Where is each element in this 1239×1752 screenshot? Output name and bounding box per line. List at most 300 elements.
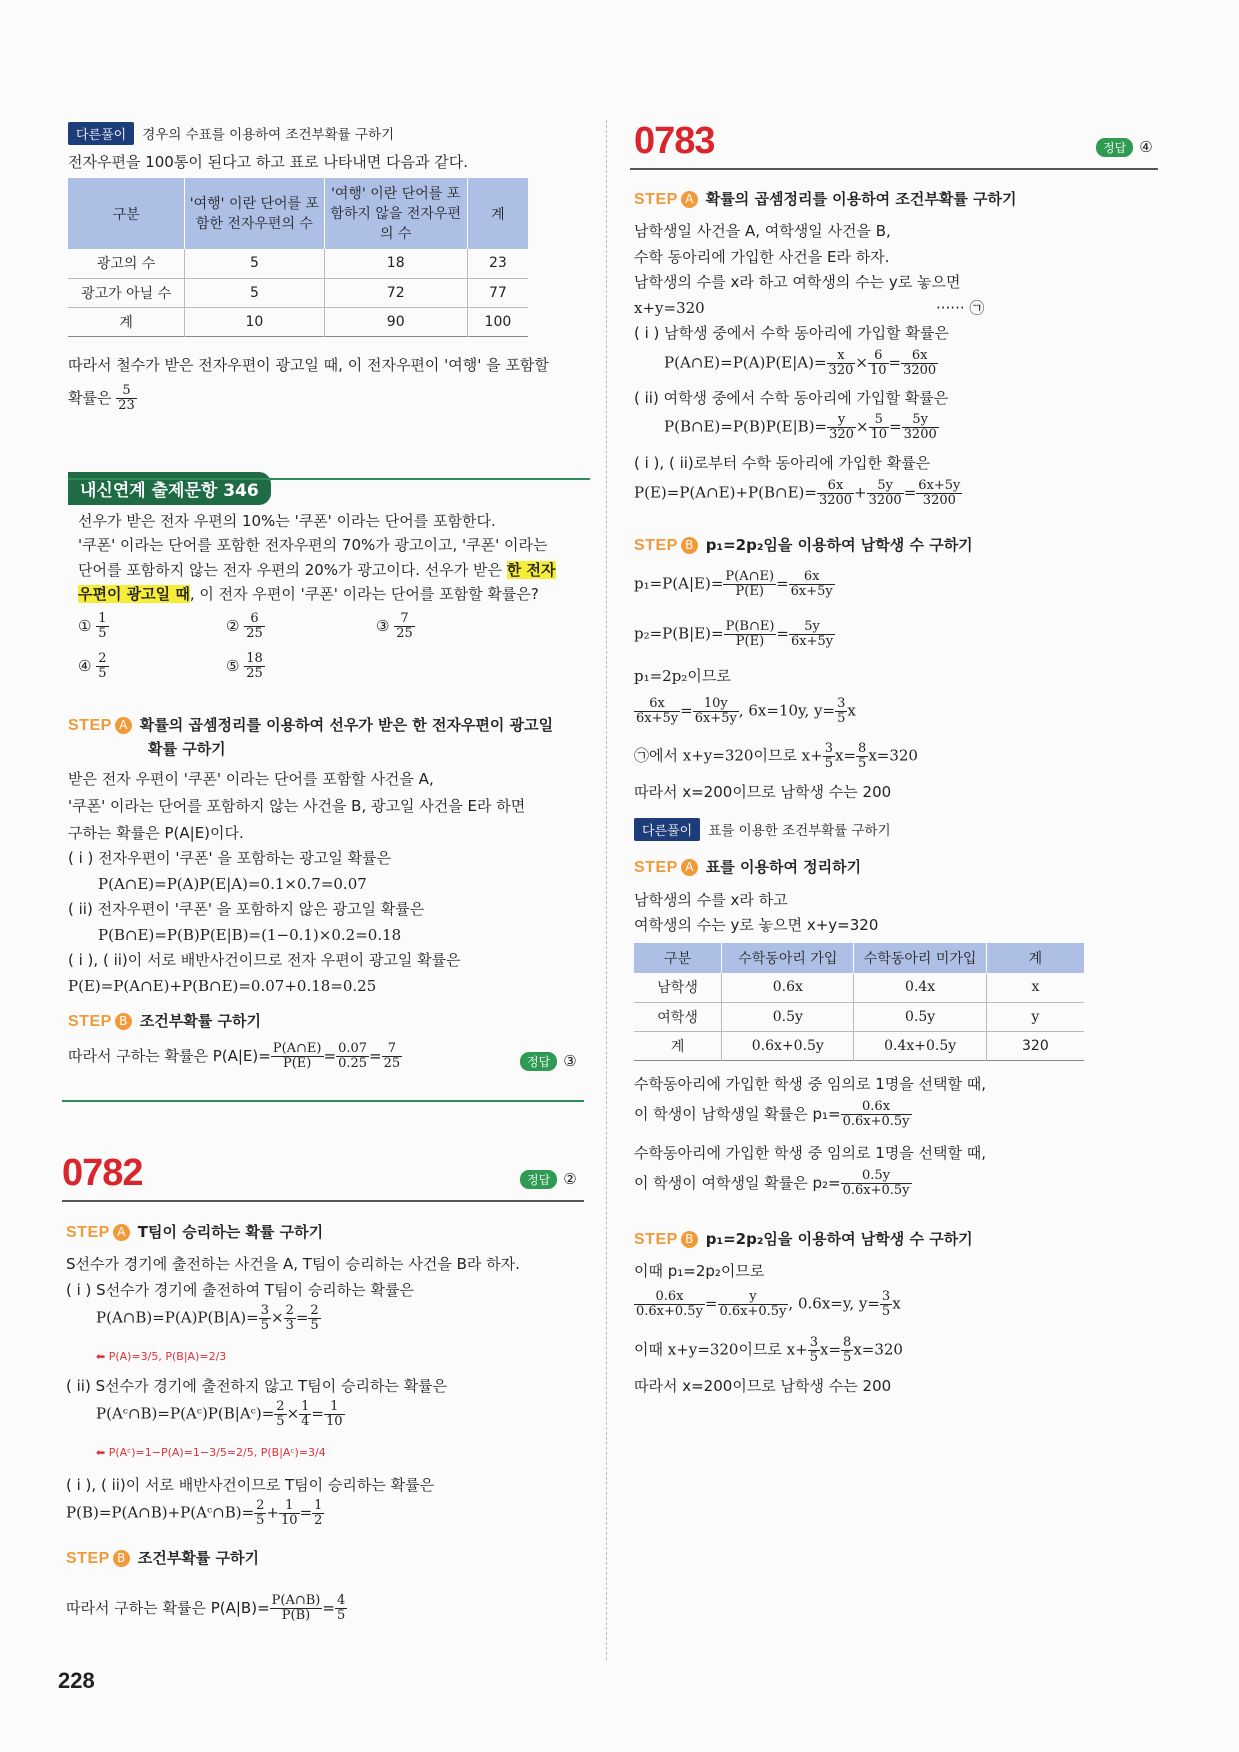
- numerator: 0.6x: [841, 1100, 912, 1115]
- equation-prefix: P(A∩E)=P(A)P(E|A)=: [664, 353, 827, 372]
- nesin-top-rule: [68, 478, 590, 480]
- choice-4: [78, 652, 109, 681]
- numerator: x: [827, 349, 856, 364]
- equation-prefix: p₁=P(A|E)=: [634, 574, 724, 593]
- denominator: 25: [396, 626, 413, 641]
- fraction: [724, 620, 777, 649]
- equation: [634, 1100, 912, 1129]
- denominator: 23: [118, 398, 135, 413]
- highlight: 우편이 광고일 때: [78, 585, 190, 603]
- answer-badge: 정답: [520, 1052, 557, 1071]
- alt-conclusion-2: [68, 384, 137, 413]
- denominator: 25: [246, 626, 263, 641]
- nesin-line-1: 선우가 받은 전자 우편의 10%는 '쿠폰' 이라는 단어를 포함한다.: [78, 512, 496, 530]
- table-cell: 320: [1022, 1037, 1049, 1054]
- text-line: ( i ) 전자우편이 '쿠폰' 을 포함하는 광고일 확률은: [68, 849, 392, 867]
- table-header-cell: '여행' 이란 단어를 포함하지 않을 전자우편의 수: [324, 178, 467, 249]
- text-line: ( i ) 남학생 중에서 수학 동아리에 가입할 확률은: [634, 324, 949, 342]
- fraction: [312, 1499, 324, 1528]
- denominator: 10: [326, 1414, 343, 1429]
- step-b-header-0782: [66, 1547, 259, 1570]
- answer-badge: 정답: [520, 1170, 557, 1189]
- equation-text: x=320: [853, 1340, 903, 1359]
- table-cell: 5: [185, 278, 324, 307]
- equation: P(Aᶜ∩B)=P(Aᶜ)P(B|Aᶜ)= $\frac{2}{5}$ × $\frac{1}{4}$ = $\frac{1}{10}$: [96, 1399, 343, 1429]
- equation: P(B∩E)=P(B)P(E|B)= $\frac{y}{320}$ × $\frac{5}{10}$ = $\frac{5y}{3200}$: [664, 412, 937, 442]
- step-letter: B: [681, 537, 698, 554]
- denominator: 10: [281, 1513, 298, 1528]
- equation: 이때 x+y=320이므로 x+ $\frac{3}{5}$ x= $\frac{8}{5}$ x=320: [634, 1335, 903, 1365]
- highlight: 한 전자: [506, 561, 556, 579]
- denominator: 0.6x+0.5y: [842, 1183, 910, 1198]
- denominator: 5: [98, 626, 107, 641]
- fraction: [693, 697, 739, 726]
- numerator: P(B∩E): [725, 619, 775, 634]
- step-title: 조건부확률 구하기: [139, 1012, 261, 1030]
- numerator: 2: [276, 1399, 285, 1414]
- denominator: 320: [828, 363, 854, 378]
- step-a-header-alt: [634, 856, 861, 879]
- equation-text: 6x=10y, y=: [748, 701, 836, 720]
- text-line: ( i ), ( ii)이 서로 배반사건이므로 전자 우편이 광고일 확률은: [68, 951, 461, 969]
- table-cell: 10: [185, 307, 324, 336]
- numerator: 5y: [902, 413, 939, 428]
- nesin-line-2: '쿠폰' 이라는 단어를 포함한 전자우편의 70%가 광고이고, '쿠폰' 이라는: [78, 536, 548, 554]
- step-label: STEP: [634, 859, 678, 876]
- fraction: [259, 1304, 271, 1333]
- nesin-label: 내신연계 출제문항 346: [68, 472, 271, 505]
- step-letter: B: [681, 1231, 698, 1248]
- equation: P(B)=P(A∩B)+P(Aᶜ∩B)= $\frac{2}{5}$ + $\frac{1}{10}$ = $\frac{1}{2}$: [66, 1498, 323, 1528]
- answer-value: ③: [563, 1052, 577, 1070]
- club-table: [634, 943, 1084, 1061]
- text-line: 남학생의 수를 x라 하고 여학생의 수는 y로 놓으면: [634, 273, 961, 291]
- alt-intro: 전자우편을 100통이 된다고 하고 표로 나타내면 다음과 같다.: [68, 153, 469, 171]
- equation-prefix: 따라서 구하는 확률은 P(A|E)=: [68, 1047, 271, 1065]
- table-cell: 23: [489, 255, 507, 272]
- choice-5: [226, 652, 265, 681]
- denominator: 3200: [818, 493, 853, 508]
- numerator: 8: [843, 1335, 852, 1350]
- choice-3: [376, 612, 415, 641]
- equation: $\frac{0.6x}{0.6x+0.5y}$ = $\frac{y}{0.6x+0.5y}$ , 0.6x=y, y= $\frac{3}{5}$ x: [636, 1289, 901, 1319]
- numerator: 1: [98, 611, 107, 626]
- equation: $\frac{6x}{6x+5y}$ = $\frac{10y}{6x+5y}$ , 6x=10y, y= $\frac{3}{5}$ x: [636, 696, 856, 726]
- denominator: P(E): [735, 634, 765, 649]
- numerator: 1: [324, 1400, 345, 1415]
- equation: ㉠에서 x+y=320이므로 x+ $\frac{3}{5}$ x= $\frac{8}{5}$ x=320: [634, 741, 918, 771]
- denominator: 3: [285, 1318, 294, 1333]
- step-label: STEP: [68, 717, 112, 734]
- final-equation-0782: 따라서 구하는 확률은 P(A|B)= $\frac{P(A\cap B)}{P(B)}$ = $\frac{4}{5}$: [66, 1593, 346, 1623]
- step-b-equation: 따라서 구하는 확률은 P(A|E)= $\frac{P(A\cap E)}{P(E)}$ = $\frac{0.07}{0.25}$ = $\frac{7}{25}$: [68, 1041, 401, 1071]
- fraction: [634, 1290, 705, 1319]
- numerator: 6x: [901, 349, 938, 364]
- table-cell: 90: [324, 307, 467, 336]
- denominator: 25: [383, 1056, 401, 1071]
- denominator: 3200: [903, 363, 937, 378]
- alt-solution-badge: 다른풀이: [68, 122, 134, 145]
- fraction: [841, 1169, 912, 1198]
- equation-prefix: 이 학생이 여학생일 확률은 p₂=: [634, 1174, 841, 1192]
- numerator: P(A∩E): [272, 1041, 322, 1056]
- text-line: 수학 동아리에 가입한 사건을 E라 하자.: [634, 248, 890, 266]
- denominator: 6x+5y: [636, 711, 679, 726]
- fraction: [244, 652, 265, 681]
- nesin-bottom-rule: [62, 1100, 584, 1102]
- numerator: 7: [394, 612, 415, 627]
- table-header-cell: 구분: [634, 943, 722, 973]
- fraction: [901, 349, 938, 378]
- equation: P(E)=P(A∩E)+P(B∩E)= $\frac{6x}{3200}$ + $\frac{5y}{3200}$ = $\frac{6x+5y}{3200}$: [634, 478, 961, 508]
- fraction: [789, 620, 835, 649]
- fraction: [835, 697, 847, 726]
- table-row: [634, 1002, 1084, 1031]
- denominator: 3200: [922, 493, 956, 508]
- denominator: 2: [314, 1513, 323, 1528]
- numerator: y: [718, 1290, 789, 1305]
- numerator: 3: [824, 741, 833, 756]
- equation-prefix: p₂=P(B|E)=: [634, 624, 724, 643]
- table-header-row: [68, 178, 528, 249]
- denominator: 4: [301, 1414, 310, 1429]
- nesin-line-4-text: , 이 전자 우편이 '쿠폰' 이라는 단어를 포함할 확률은?: [189, 585, 539, 603]
- step-letter: A: [113, 1224, 130, 1241]
- table-cell: 광고가 아닐 수: [68, 278, 185, 307]
- denominator: 25: [246, 666, 263, 681]
- choice-mark: ②: [226, 617, 240, 635]
- table-cell: 남학생: [634, 973, 722, 1002]
- fraction: [856, 742, 868, 771]
- denominator: 3200: [903, 427, 937, 442]
- numerator: 0.07: [338, 1041, 368, 1056]
- fraction: [96, 612, 108, 641]
- denominator: 5: [837, 711, 846, 726]
- denominator: 3200: [868, 493, 902, 508]
- table-cell: 계: [634, 1031, 722, 1060]
- fraction: [817, 479, 854, 508]
- step-a-header: [68, 714, 553, 737]
- numerator: 1: [314, 1498, 323, 1513]
- step-title: 확률의 곱셈정리를 이용하여 선우가 받은 한 전자우편이 광고일: [139, 716, 554, 734]
- alt-solution-badge: 다른풀이: [634, 818, 700, 841]
- answer-value: ④: [1139, 138, 1153, 156]
- mail-table: [68, 178, 528, 337]
- table-cell: 0.4x: [854, 973, 986, 1002]
- fraction: [270, 1594, 323, 1623]
- denominator: 5: [843, 1350, 852, 1365]
- equation-prefix: P(Aᶜ∩B)=P(Aᶜ)P(B|Aᶜ)=: [96, 1404, 275, 1423]
- fraction: [279, 1499, 300, 1528]
- numerator: 10y: [693, 697, 739, 712]
- numerator: 2: [285, 1303, 294, 1318]
- fraction: [916, 479, 962, 508]
- step-title: T팀이 승리하는 확률 구하기: [137, 1223, 324, 1241]
- numerator: 3: [260, 1303, 269, 1318]
- numerator: 5: [869, 413, 890, 428]
- denominator: 5: [824, 756, 833, 771]
- text-line: ( i ) S선수가 경기에 출전하여 T팀이 승리하는 확률은: [66, 1281, 415, 1299]
- equation-prefix: P(B)=P(A∩B)+P(Aᶜ∩B)=: [66, 1503, 255, 1522]
- problem-rule: [630, 168, 1158, 170]
- alt-solution-header: [634, 818, 891, 841]
- table-cell: 18: [324, 249, 467, 278]
- table-cell: 100: [484, 313, 512, 330]
- numerator: 3: [881, 1289, 891, 1304]
- text-line: 이때 p₁=2p₂이므로: [634, 1262, 765, 1280]
- step-letter: A: [681, 859, 698, 876]
- nesin-line-3-text: 단어를 포함하지 않는 전자 우편의 20%가 광고이다. 선우가 받은: [78, 561, 503, 579]
- text-line: 따라서 x=200이므로 남학생 수는 200: [634, 783, 892, 801]
- text-line: ( i ), ( ii)이 서로 배반사건이므로 T팀이 승리하는 확률은: [66, 1476, 435, 1494]
- step-letter: B: [115, 1013, 132, 1030]
- step-title: 조건부확률 구하기: [137, 1549, 259, 1567]
- answer-value: ②: [563, 1170, 577, 1188]
- fraction: [841, 1100, 912, 1129]
- text-line: ( i ), ( ii)로부터 수학 동아리에 가입한 확률은: [634, 454, 931, 472]
- text-line: ( ii) 여학생 중에서 수학 동아리에 가입할 확률은: [634, 389, 949, 407]
- denominator: 5: [98, 666, 107, 681]
- choice-mark: ③: [376, 617, 390, 635]
- table-cell: 0.5y: [854, 1002, 986, 1031]
- column-divider: [606, 120, 607, 1660]
- fraction: [244, 612, 265, 641]
- numerator: 8: [858, 741, 867, 756]
- text-line: 남학생일 사건을 A, 여학생일 사건을 B,: [634, 222, 891, 240]
- hint-note: ⬅ P(A)=3/5, P(B|A)=2/3: [96, 1350, 227, 1363]
- answer-0783: [1096, 138, 1153, 157]
- table-cell: y: [1031, 1008, 1040, 1025]
- table-row: [634, 973, 1084, 1002]
- denominator: 5: [336, 1608, 346, 1623]
- table-header-cell: 계: [491, 206, 505, 223]
- table-cell: 0.5y: [722, 1002, 854, 1031]
- fraction: [902, 413, 939, 442]
- fraction: [336, 1042, 369, 1071]
- equation: P(A∩E)=P(A)P(E|A)= $\frac{x}{320}$ × $\frac{6}{10}$ = $\frac{6x}{3200}$: [664, 348, 937, 378]
- fraction: [827, 413, 856, 442]
- denominator: P(E): [735, 584, 764, 599]
- fraction: [789, 570, 835, 599]
- numerator: 2: [98, 651, 107, 666]
- problem-number-0783: 0783: [634, 120, 715, 162]
- table-header-cell: 계: [1028, 951, 1043, 967]
- denominator: 6x+5y: [694, 711, 737, 726]
- equation: P(B∩E)=P(B)P(E|B)=(1−0.1)×0.2=0.18: [98, 926, 402, 944]
- numerator: 5y: [867, 479, 904, 494]
- step-letter: A: [681, 191, 698, 208]
- fraction: [869, 413, 890, 442]
- step-label: STEP: [66, 1550, 110, 1567]
- equation: P(E)=P(A∩E)+P(B∩E)=0.07+0.18=0.25: [68, 977, 377, 995]
- fraction: [723, 570, 776, 599]
- table-cell: 72: [324, 278, 467, 307]
- equation-text: x=320: [868, 746, 918, 765]
- step-label: STEP: [634, 1231, 678, 1248]
- fraction: [324, 1400, 345, 1429]
- step-label: STEP: [68, 1013, 112, 1030]
- denominator: 320: [829, 427, 854, 442]
- fraction: [394, 612, 415, 641]
- table-row: [68, 307, 528, 336]
- fraction: [868, 349, 889, 378]
- table-cell: 여학생: [634, 1002, 722, 1031]
- alt-conclusion-prefix: 확률은: [68, 389, 112, 407]
- problem-rule: [62, 1200, 584, 1202]
- denominator: 5: [260, 1318, 269, 1333]
- equation-marker: ······ ㉠: [936, 299, 985, 317]
- fraction: [271, 1042, 324, 1071]
- numerator: 6: [868, 349, 889, 364]
- numerator: 6: [244, 612, 265, 627]
- numerator: 18: [246, 651, 263, 666]
- table-header-cell: 구분: [68, 178, 185, 249]
- fraction: [823, 742, 835, 771]
- step-label: STEP: [634, 537, 678, 554]
- step-a-header-0782: [66, 1221, 323, 1244]
- table-cell: 0.6x: [722, 973, 854, 1002]
- numerator: 5y: [789, 620, 835, 635]
- choice-1: [78, 612, 109, 641]
- table-header-cell: 수학동아리 가입: [722, 943, 854, 973]
- denominator: 0.6x+0.5y: [842, 1114, 910, 1129]
- fraction: [841, 1336, 853, 1365]
- step-letter: A: [115, 717, 132, 734]
- text-line: S선수가 경기에 출전하는 사건을 A, T팀이 승리하는 사건을 B라 하자.: [66, 1255, 520, 1273]
- text-line: 여학생의 수는 y로 놓으면 x+y=320: [634, 916, 879, 934]
- step-title: p₁=2p₂임을 이용하여 남학생 수 구하기: [705, 1230, 973, 1248]
- fraction: [308, 1304, 320, 1333]
- table-cell: 광고의 수: [68, 249, 185, 278]
- equation-prefix: P(E)=P(A∩E)+P(B∩E)=: [634, 483, 817, 502]
- equation-prefix: 따라서 구하는 확률은 P(A|B)=: [66, 1599, 270, 1617]
- numerator: 0.6x: [634, 1290, 705, 1305]
- text-line: 수학동아리에 가입한 학생 중 임의로 1명을 선택할 때,: [634, 1144, 986, 1162]
- numerator: 7: [382, 1042, 403, 1057]
- fraction: [284, 1304, 296, 1333]
- equation: x+y=320: [634, 299, 705, 317]
- table-row: [634, 1031, 1084, 1060]
- equation-prefix: P(A∩B)=P(A)P(B|A)=: [96, 1308, 259, 1327]
- choice-2: [226, 612, 265, 641]
- answer-0782: [520, 1170, 577, 1189]
- numerator: 3: [809, 1335, 818, 1350]
- step-label: STEP: [634, 191, 678, 208]
- text-line: '쿠폰' 이라는 단어를 포함하지 않는 사건을 B, 광고일 사건을 E라 하면: [68, 797, 526, 815]
- step-b-header-0783: [634, 534, 973, 557]
- equation: [634, 1169, 912, 1198]
- numerator: 0.5y: [841, 1169, 912, 1184]
- numerator: 3: [837, 696, 846, 711]
- nesin-line-4: [78, 583, 539, 605]
- denominator: 0.6x+0.5y: [636, 1304, 703, 1319]
- fraction: [116, 384, 137, 413]
- answer-badge: 정답: [1096, 138, 1133, 157]
- numerator: 6x: [634, 697, 680, 712]
- equation-prefix: ㉠에서 x+y=320이므로 x+: [634, 746, 823, 765]
- table-cell: 77: [489, 284, 507, 301]
- numerator: P(A∩E): [725, 569, 775, 584]
- table-header-cell: 수학동아리 미가입: [854, 943, 986, 973]
- denominator: 10: [870, 427, 888, 442]
- text-line: 수학동아리에 가입한 학생 중 임의로 1명을 선택할 때,: [634, 1075, 986, 1093]
- numerator: 1: [279, 1499, 300, 1514]
- table-header-cell: '여행' 이란 단어를 포함한 전자우편의 수: [185, 178, 324, 249]
- fraction: [808, 1336, 820, 1365]
- denominator: 5: [276, 1414, 285, 1429]
- numerator: 5: [116, 384, 137, 399]
- step-a-title-2: 확률 구하기: [148, 740, 226, 758]
- table-cell: x: [1031, 979, 1040, 996]
- choice-mark: ①: [78, 617, 92, 635]
- table-cell: 0.4x+0.5y: [854, 1031, 986, 1060]
- step-title: p₁=2p₂임을 이용하여 남학생 수 구하기: [705, 536, 973, 554]
- step-b-header: [68, 1010, 261, 1033]
- denominator: 6x+5y: [790, 584, 833, 599]
- equation-prefix: P(B∩E)=P(B)P(E|B)=: [664, 417, 828, 436]
- text-line: 받은 전자 우편이 '쿠폰' 이라는 단어를 포함할 사건을 A,: [68, 770, 434, 788]
- denominator: P(B): [281, 1608, 311, 1623]
- fraction: [382, 1042, 403, 1071]
- text-line: 따라서 x=200이므로 남학생 수는 200: [634, 1377, 892, 1395]
- choice-mark: ⑤: [226, 657, 240, 675]
- fraction: [880, 1290, 892, 1319]
- hint-note: ⬅ P(Aᶜ)=1−P(A)=1−3/5=2/5, P(B|Aᶜ)=3/4: [96, 1446, 326, 1459]
- fraction: [335, 1594, 347, 1623]
- table-header-row: [634, 943, 1084, 973]
- step-title: 표를 이용하여 정리하기: [705, 858, 862, 876]
- fraction: [867, 479, 904, 508]
- denominator: 5: [310, 1318, 319, 1333]
- step-a-header-0783: [634, 188, 1017, 211]
- denominator: P(E): [282, 1056, 312, 1071]
- answer-346: [520, 1052, 577, 1071]
- step-letter: B: [113, 1550, 130, 1567]
- equation: p₁=P(A|E)= $\frac{P(A\cap E)}{P(E)}$ = $\frac{6x}{6x+5y}$: [634, 569, 833, 599]
- step-label: STEP: [66, 1224, 110, 1241]
- fraction: [254, 1499, 266, 1528]
- text-line: 남학생의 수를 x라 하고: [634, 891, 788, 909]
- denominator: 5: [809, 1350, 818, 1365]
- numerator: 6x: [817, 479, 854, 494]
- table-row: [68, 249, 528, 278]
- denominator: 6x+5y: [790, 634, 834, 649]
- equation: p₁=2p₂이므로: [634, 667, 731, 685]
- denominator: 0.6x+0.5y: [719, 1304, 787, 1319]
- denominator: 0.25: [338, 1056, 368, 1071]
- alt-conclusion: 따라서 철수가 받은 전자우편이 광고일 때, 이 전자우편이 '여행' 을 포함할: [68, 356, 549, 374]
- numerator: 1: [301, 1399, 310, 1414]
- page-number: 228: [58, 1668, 95, 1693]
- numerator: 2: [310, 1303, 319, 1318]
- numerator: 4: [336, 1593, 346, 1608]
- text-line: 구하는 확률은 P(A|E)이다.: [68, 824, 244, 842]
- step-b-header-alt: [634, 1228, 973, 1251]
- problem-number-0782: 0782: [62, 1152, 143, 1194]
- equation-prefix: 이 학생이 남학생일 확률은 p₁=: [634, 1105, 841, 1123]
- table-cell: 계: [68, 307, 185, 336]
- fraction: [718, 1290, 789, 1319]
- numerator: 6x+5y: [918, 478, 961, 493]
- alt-solution-title: 경우의 수표를 이용하여 조건부확률 구하기: [142, 127, 395, 143]
- text-line: ( ii) 전자우편이 '쿠폰' 을 포함하지 않은 광고일 확률은: [68, 900, 425, 918]
- table-cell: 5: [185, 249, 324, 278]
- table-row: [68, 278, 528, 307]
- equation-text: 0.6x=y, y=: [797, 1294, 880, 1313]
- step-title: 확률의 곱셈정리를 이용하여 조건부확률 구하기: [705, 190, 1017, 208]
- denominator: 5: [858, 756, 867, 771]
- numerator: 6x: [789, 570, 835, 585]
